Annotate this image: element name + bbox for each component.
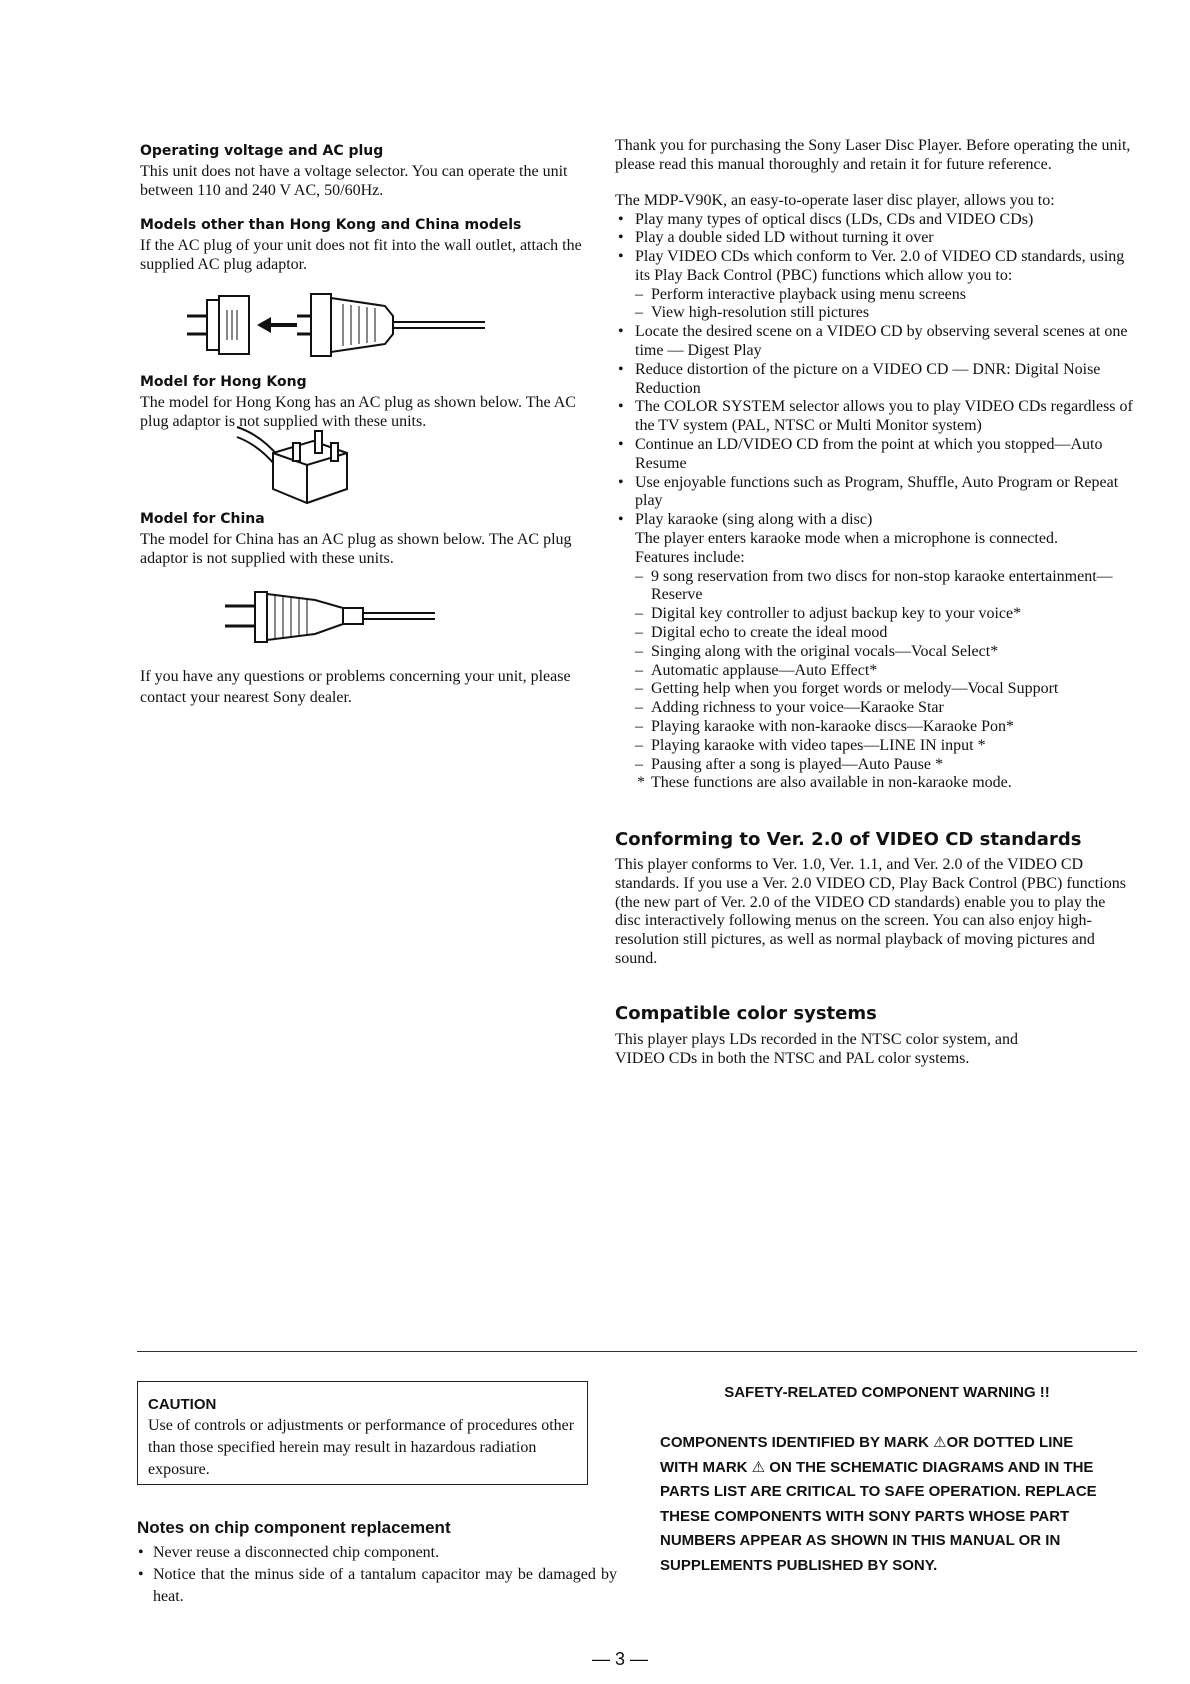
china-plug-figure <box>140 568 600 666</box>
plug-adaptor-illustration <box>185 286 485 366</box>
right-column <box>615 137 1135 1068</box>
karaoke-subitem: – Pausing after a song is played—Auto Pause * <box>635 756 1135 775</box>
left-column <box>140 143 600 708</box>
warning-triangle-icon: ⚠ <box>933 1434 947 1451</box>
color-systems-section <box>615 1003 1135 1068</box>
feature-item: • Reduce distortion of the picture on a VIDEO CD — DNR: Digital Noise Reduction <box>615 361 1135 399</box>
feature-item: • Play karaoke (sing along with a disc) The player enters karaoke mode when a microphone is connected. Features include: – 9 song reservation from two discs for non-stop karaoke entertainment—Reserve – Digital key controller to adjust backup key to your voice* – Digital echo to create the ideal mood – Singing along with the original vocals—Vocal Select* – Automatic applause—Auto Effect* – Getting help when you forget words or melody—Vocal Support – Adding richness to your voice—Karaoke Star – Playing karaoke with non-karaoke discs—Karaoke Pon* – Playing karaoke with video tapes—LINE IN input * – Pausing after a song is played—Auto Pause * * These functions are also available in non-karaoke mode. <box>615 511 1135 793</box>
karaoke-sublist <box>635 568 1135 775</box>
china-body: The model for China has an AC plug as shown below. The AC plug adaptor is not supplied with these units. <box>140 531 572 567</box>
karaoke-subitem: – Playing karaoke with video tapes—LINE IN input * <box>635 737 1135 756</box>
feature-item: • Play many types of optical discs (LDs, CDs and VIDEO CDs) <box>615 211 1135 230</box>
conforming-section <box>615 829 1135 968</box>
feature-item: • Locate the desired scene on a VIDEO CD by observing several scenes at one time — Digest Play <box>615 323 1135 361</box>
safety-warning-section <box>660 1384 1110 1578</box>
hong-kong-plug-figure <box>140 431 600 511</box>
karaoke-subitem: – Singing along with the original vocals—Vocal Select* <box>635 643 1135 662</box>
safety-warning-body: COMPONENTS IDENTIFIED BY MARK ⚠OR DOTTED LINE WITH MARK ⚠ ON THE SCHEMATIC DIAGRAMS AND IN THE PARTS LIST ARE CRITICAL TO SAFE OPERATION. REPLACE THESE COMPONENTS WITH SONY PARTS WHOSE PART NUMBERS APPEAR AS SHOWN IN THIS MANUAL OR IN SUPPLEMENTS PUBLISHED BY SONY. <box>660 1434 1097 1574</box>
conforming-body: This player conforms to Ver. 1.0, Ver. 1.1, and Ver. 2.0 of the VIDEO CD standards. If you use a Ver. 2.0 VIDEO CD, Play Back Control (PBC) functions (the new part of Ver. 2.0 of the VIDEO CD standards) enable you to play the disc interactively following menus on the screen. You can also enjoy high-resolution still pictures, as well as normal playback of moving pictures and sound. <box>615 856 1126 967</box>
feature-item: • Play a double sided LD without turning it over <box>615 229 1135 248</box>
voltage-section <box>140 143 600 200</box>
karaoke-subitem: – Digital echo to create the ideal mood <box>635 624 1135 643</box>
pbc-sublist <box>635 286 1135 324</box>
karaoke-subitem: – Adding richness to your voice—Karaoke Star <box>635 699 1135 718</box>
other-models-section <box>140 217 600 274</box>
hong-kong-body: The model for Hong Kong has an AC plug as shown below. The AC plug adaptor is not supplied with these units. <box>140 394 576 430</box>
karaoke-footnote: * These functions are also available in non-karaoke mode. <box>635 774 1135 793</box>
hong-kong-plug-illustration <box>235 423 375 509</box>
other-models-heading: Models other than Hong Kong and China models <box>140 217 522 233</box>
chip-notes-heading: Notes on chip component replacement <box>137 1518 451 1537</box>
contact-dealer-text: If you have any questions or problems concerning your unit, please contact your nearest Sony dealer. <box>140 668 571 706</box>
color-systems-heading: Compatible color systems <box>615 1003 877 1025</box>
hong-kong-heading: Model for Hong Kong <box>140 374 307 390</box>
karaoke-subitem: – 9 song reservation from two discs for non-stop karaoke entertainment—Reserve <box>635 568 1135 606</box>
pbc-subitem: – View high-resolution still pictures <box>635 304 1135 323</box>
china-section <box>140 511 600 568</box>
caution-title: CAUTION <box>148 1396 217 1413</box>
other-models-body: If the AC plug of your unit does not fit into the wall outlet, attach the supplied AC plug adaptor. <box>140 237 582 273</box>
thanks-text: Thank you for purchasing the Sony Laser Disc Player. Before operating the unit, please read this manual thoroughly and retain it for future reference. <box>615 137 1131 173</box>
conforming-heading: Conforming to Ver. 2.0 of VIDEO CD standards <box>615 829 1082 851</box>
features-intro: The MDP-V90K, an easy-to-operate laser disc player, allows you to: <box>615 192 1055 209</box>
chip-note-item: • Notice that the minus side of a tantalum capacitor may be damaged by heat. <box>137 1564 617 1608</box>
karaoke-features-label: Features include: <box>635 548 745 566</box>
karaoke-subitem: – Automatic applause—Auto Effect* <box>635 662 1135 681</box>
feature-item: • Play VIDEO CDs which conform to Ver. 2.0 of VIDEO CD standards, using its Play Back Control (PBC) functions which allow you to: – Perform interactive playback using menu screens – View high-resolution still pictures <box>615 248 1135 323</box>
features-list <box>615 211 1135 794</box>
feature-item: • Use enjoyable functions such as Program, Shuffle, Auto Program or Repeat play <box>615 474 1135 512</box>
caution-box <box>137 1381 588 1485</box>
chip-notes-section <box>137 1518 617 1608</box>
china-plug-illustration <box>225 588 435 648</box>
pbc-subitem: – Perform interactive playback using menu screens <box>635 286 1135 305</box>
chip-note-item: • Never reuse a disconnected chip component. <box>137 1542 617 1564</box>
karaoke-subitem: – Digital key controller to adjust backup key to your voice* <box>635 605 1135 624</box>
warning-triangle-icon: ⚠ <box>751 1458 766 1476</box>
caution-body: Use of controls or adjustments or performance of procedures other than those specified herein may result in hazardous radiation exposure. <box>148 1417 575 1478</box>
karaoke-subitem: – Playing karaoke with non-karaoke discs—Karaoke Pon* <box>635 718 1135 737</box>
karaoke-subitem: – Getting help when you forget words or melody—Vocal Support <box>635 680 1135 699</box>
plug-adaptor-figure <box>140 274 600 374</box>
chip-notes-list <box>137 1542 617 1608</box>
feature-item: • Continue an LD/VIDEO CD from the point at which you stopped—Auto Resume <box>615 436 1135 474</box>
page-number: — 3 — <box>591 1649 648 1669</box>
voltage-heading: Operating voltage and AC plug <box>140 143 384 159</box>
china-heading: Model for China <box>140 511 265 527</box>
safety-warning-title: SAFETY-RELATED COMPONENT WARNING !! <box>724 1384 1050 1401</box>
voltage-body: This unit does not have a voltage selector. You can operate the unit between 110 and 240 V AC, 50/60Hz. <box>140 163 568 199</box>
feature-item: • The COLOR SYSTEM selector allows you to play VIDEO CDs regardless of the TV system (PAL, NTSC or Multi Monitor system) <box>615 398 1135 436</box>
color-systems-body: This player plays LDs recorded in the NTSC color system, and VIDEO CDs in both the NTSC and PAL color systems. <box>615 1031 1019 1068</box>
karaoke-description: The player enters karaoke mode when a microphone is connected. <box>635 530 1058 548</box>
section-divider <box>137 1351 1137 1352</box>
